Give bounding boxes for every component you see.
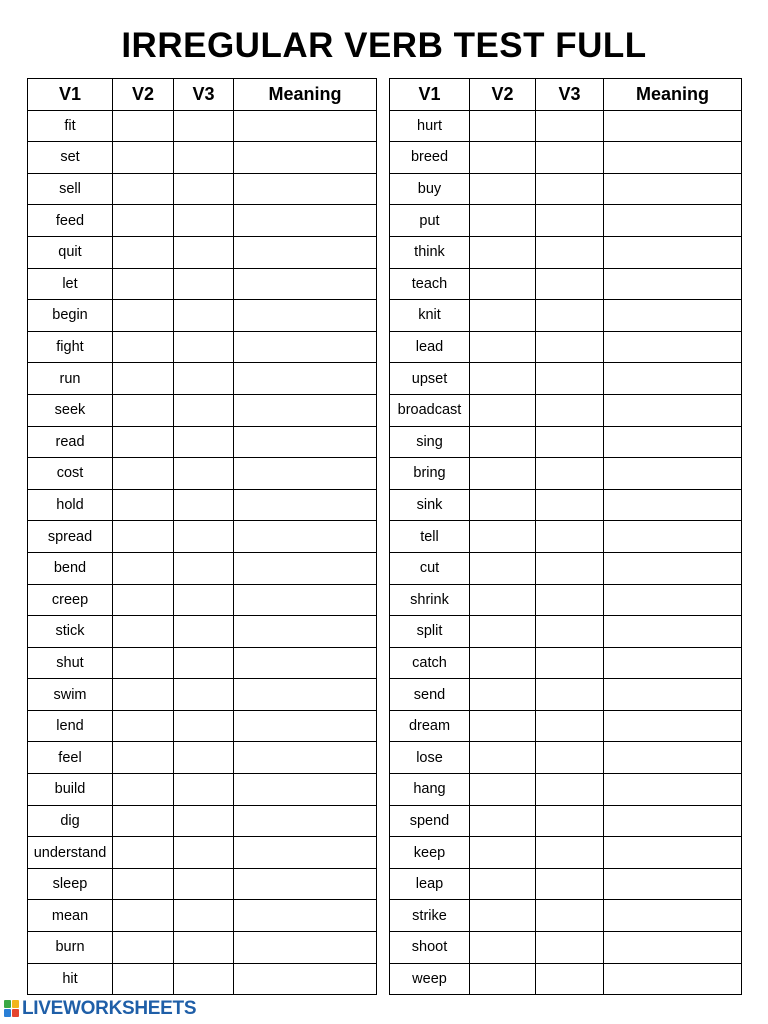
v2-answer-cell[interactable]	[470, 710, 536, 742]
table-row	[28, 774, 377, 806]
meaning-answer-cell[interactable]	[234, 679, 377, 711]
table-row	[28, 837, 377, 869]
table-row	[390, 363, 742, 395]
table-row	[28, 679, 377, 711]
meaning-answer-cell[interactable]	[604, 142, 742, 174]
v3-answer-cell[interactable]	[174, 268, 234, 300]
meaning-answer-cell[interactable]	[234, 173, 377, 205]
verb-v1-cell: spend	[390, 805, 470, 837]
table-row	[390, 426, 742, 458]
v2-answer-cell[interactable]	[113, 236, 174, 268]
meaning-answer-cell[interactable]	[234, 774, 377, 806]
meaning-answer-cell[interactable]	[234, 300, 377, 332]
v2-answer-cell[interactable]	[470, 552, 536, 584]
table-row	[390, 900, 742, 932]
verb-v1-cell: hold	[28, 489, 113, 521]
verb-v1-cell: broadcast	[390, 394, 470, 426]
table-row	[390, 616, 742, 648]
meaning-answer-cell[interactable]	[604, 616, 742, 648]
header-v2: V2	[470, 79, 536, 111]
v2-answer-cell[interactable]	[113, 331, 174, 363]
v3-answer-cell[interactable]	[174, 205, 234, 237]
verb-v1-cell: sleep	[28, 868, 113, 900]
meaning-answer-cell[interactable]	[604, 963, 742, 995]
v2-answer-cell[interactable]	[113, 552, 174, 584]
meaning-answer-cell[interactable]	[234, 742, 377, 774]
table-row	[390, 710, 742, 742]
verb-v1-cell: hurt	[390, 110, 470, 142]
table-row	[28, 110, 377, 142]
v3-answer-cell[interactable]	[536, 205, 604, 237]
v3-answer-cell[interactable]	[174, 173, 234, 205]
meaning-answer-cell[interactable]	[234, 932, 377, 964]
table-row	[390, 142, 742, 174]
v3-answer-cell[interactable]	[174, 394, 234, 426]
v3-answer-cell[interactable]	[174, 236, 234, 268]
brand-name: LIVEWORKSHEETS	[22, 998, 197, 1019]
verb-v1-cell: knit	[390, 300, 470, 332]
verb-v1-cell: keep	[390, 837, 470, 869]
v2-answer-cell[interactable]	[113, 205, 174, 237]
table-row	[390, 173, 742, 205]
table-row	[28, 173, 377, 205]
v2-answer-cell[interactable]	[470, 142, 536, 174]
meaning-answer-cell[interactable]	[234, 521, 377, 553]
v3-answer-cell[interactable]	[174, 932, 234, 964]
verb-v1-cell: lead	[390, 331, 470, 363]
header-row	[390, 79, 742, 111]
v2-answer-cell[interactable]	[113, 679, 174, 711]
table-row	[390, 963, 742, 995]
v3-answer-cell[interactable]	[536, 142, 604, 174]
v3-answer-cell[interactable]	[174, 331, 234, 363]
v3-answer-cell[interactable]	[174, 552, 234, 584]
v2-answer-cell[interactable]	[113, 173, 174, 205]
verb-v1-cell: breed	[390, 142, 470, 174]
meaning-answer-cell[interactable]	[234, 710, 377, 742]
meaning-answer-cell[interactable]	[234, 837, 377, 869]
verb-v1-cell: burn	[28, 932, 113, 964]
verb-v1-cell: cost	[28, 458, 113, 490]
v3-answer-cell[interactable]	[536, 742, 604, 774]
verb-v1-cell: read	[28, 426, 113, 458]
v3-answer-cell[interactable]	[174, 300, 234, 332]
verb-v1-cell: send	[390, 679, 470, 711]
table-row	[28, 805, 377, 837]
v3-answer-cell[interactable]	[536, 868, 604, 900]
meaning-answer-cell[interactable]	[604, 489, 742, 521]
v2-answer-cell[interactable]	[113, 963, 174, 995]
verb-v1-cell: creep	[28, 584, 113, 616]
v2-answer-cell[interactable]	[113, 837, 174, 869]
header-v1: V1	[28, 79, 113, 111]
table-row	[390, 489, 742, 521]
v2-answer-cell[interactable]	[470, 173, 536, 205]
verb-v1-cell: feed	[28, 205, 113, 237]
header-v2: V2	[113, 79, 174, 111]
v2-answer-cell[interactable]	[470, 742, 536, 774]
verb-v1-cell: sing	[390, 426, 470, 458]
verb-table-left	[27, 78, 377, 995]
verb-v1-cell: build	[28, 774, 113, 806]
v2-answer-cell[interactable]	[470, 963, 536, 995]
meaning-answer-cell[interactable]	[604, 552, 742, 584]
meaning-answer-cell[interactable]	[234, 236, 377, 268]
meaning-answer-cell[interactable]	[604, 205, 742, 237]
meaning-answer-cell[interactable]	[604, 173, 742, 205]
v3-answer-cell[interactable]	[174, 805, 234, 837]
verb-v1-cell: buy	[390, 173, 470, 205]
meaning-answer-cell[interactable]	[234, 363, 377, 395]
v3-answer-cell[interactable]	[536, 394, 604, 426]
v2-answer-cell[interactable]	[470, 236, 536, 268]
table-row	[28, 616, 377, 648]
v2-answer-cell[interactable]	[113, 458, 174, 490]
meaning-answer-cell[interactable]	[604, 584, 742, 616]
v3-answer-cell[interactable]	[174, 742, 234, 774]
meaning-answer-cell[interactable]	[234, 426, 377, 458]
v3-answer-cell[interactable]	[174, 679, 234, 711]
verb-v1-cell: swim	[28, 679, 113, 711]
verb-v1-cell: quit	[28, 236, 113, 268]
meaning-answer-cell[interactable]	[604, 394, 742, 426]
verb-v1-cell: hit	[28, 963, 113, 995]
header-meaning: Meaning	[604, 79, 742, 111]
verb-v1-cell: dig	[28, 805, 113, 837]
worksheet-title: IRREGULAR VERB TEST FULL	[121, 26, 647, 65]
v3-answer-cell[interactable]	[536, 110, 604, 142]
verb-v1-cell: sell	[28, 173, 113, 205]
v3-answer-cell[interactable]	[174, 521, 234, 553]
v2-answer-cell[interactable]	[113, 932, 174, 964]
verb-v1-cell: bring	[390, 458, 470, 490]
v3-answer-cell[interactable]	[536, 679, 604, 711]
meaning-answer-cell[interactable]	[604, 679, 742, 711]
v2-answer-cell[interactable]	[113, 647, 174, 679]
v2-answer-cell[interactable]	[470, 363, 536, 395]
table-row	[390, 521, 742, 553]
meaning-answer-cell[interactable]	[234, 552, 377, 584]
verb-v1-cell: seek	[28, 394, 113, 426]
v3-answer-cell[interactable]	[174, 647, 234, 679]
table-row	[390, 394, 742, 426]
v3-answer-cell[interactable]	[536, 268, 604, 300]
v2-answer-cell[interactable]	[470, 647, 536, 679]
header-v3: V3	[174, 79, 234, 111]
v2-answer-cell[interactable]	[113, 521, 174, 553]
meaning-answer-cell[interactable]	[234, 394, 377, 426]
meaning-answer-cell[interactable]	[234, 616, 377, 648]
table-row	[28, 552, 377, 584]
table-row	[390, 805, 742, 837]
verb-v1-cell: think	[390, 236, 470, 268]
table-row	[390, 584, 742, 616]
v3-answer-cell[interactable]	[536, 173, 604, 205]
verb-v1-cell: hang	[390, 774, 470, 806]
header-meaning: Meaning	[234, 79, 377, 111]
v3-answer-cell[interactable]	[536, 584, 604, 616]
meaning-answer-cell[interactable]	[604, 268, 742, 300]
v3-answer-cell[interactable]	[174, 710, 234, 742]
meaning-answer-cell[interactable]	[604, 900, 742, 932]
v3-answer-cell[interactable]	[174, 837, 234, 869]
verb-v1-cell: stick	[28, 616, 113, 648]
meaning-answer-cell[interactable]	[234, 963, 377, 995]
meaning-answer-cell[interactable]	[604, 331, 742, 363]
meaning-answer-cell[interactable]	[604, 236, 742, 268]
v3-answer-cell[interactable]	[174, 774, 234, 806]
table-row	[28, 489, 377, 521]
v3-answer-cell[interactable]	[536, 932, 604, 964]
v2-answer-cell[interactable]	[470, 584, 536, 616]
v3-answer-cell[interactable]	[174, 458, 234, 490]
liveworksheets-logo-icon	[4, 1000, 20, 1018]
v3-answer-cell[interactable]	[536, 521, 604, 553]
meaning-answer-cell[interactable]	[604, 426, 742, 458]
verb-v1-cell: lose	[390, 742, 470, 774]
v2-answer-cell[interactable]	[470, 458, 536, 490]
meaning-answer-cell[interactable]	[234, 458, 377, 490]
v2-answer-cell[interactable]	[470, 268, 536, 300]
table-row	[390, 300, 742, 332]
table-row	[28, 426, 377, 458]
v2-answer-cell[interactable]	[470, 489, 536, 521]
meaning-answer-cell[interactable]	[234, 900, 377, 932]
verb-v1-cell: spread	[28, 521, 113, 553]
verb-v1-cell: fit	[28, 110, 113, 142]
table-row	[28, 236, 377, 268]
table-row	[28, 900, 377, 932]
header-v3: V3	[536, 79, 604, 111]
header-v1: V1	[390, 79, 470, 111]
v3-answer-cell[interactable]	[536, 837, 604, 869]
v2-answer-cell[interactable]	[470, 300, 536, 332]
v2-answer-cell[interactable]	[470, 932, 536, 964]
v3-answer-cell[interactable]	[536, 805, 604, 837]
v2-answer-cell[interactable]	[470, 868, 536, 900]
v3-answer-cell[interactable]	[536, 363, 604, 395]
table-row	[28, 521, 377, 553]
table-row	[390, 837, 742, 869]
v3-answer-cell[interactable]	[174, 110, 234, 142]
meaning-answer-cell[interactable]	[604, 647, 742, 679]
v3-answer-cell[interactable]	[174, 616, 234, 648]
v2-answer-cell[interactable]	[113, 584, 174, 616]
v3-answer-cell[interactable]	[174, 426, 234, 458]
table-row	[28, 584, 377, 616]
v2-answer-cell[interactable]	[470, 521, 536, 553]
v3-answer-cell[interactable]	[174, 868, 234, 900]
v3-answer-cell[interactable]	[174, 363, 234, 395]
meaning-answer-cell[interactable]	[234, 868, 377, 900]
v3-answer-cell[interactable]	[174, 489, 234, 521]
verb-v1-cell: begin	[28, 300, 113, 332]
verb-v1-cell: split	[390, 616, 470, 648]
v3-answer-cell[interactable]	[536, 489, 604, 521]
v3-answer-cell[interactable]	[536, 900, 604, 932]
verb-v1-cell: tell	[390, 521, 470, 553]
table-row	[390, 236, 742, 268]
header-row	[28, 79, 377, 111]
verb-v1-cell: understand	[28, 837, 113, 869]
v2-answer-cell[interactable]	[470, 805, 536, 837]
verb-table-right	[389, 78, 742, 995]
table-row	[28, 932, 377, 964]
v2-answer-cell[interactable]	[470, 394, 536, 426]
meaning-answer-cell[interactable]	[234, 805, 377, 837]
table-row	[28, 710, 377, 742]
v2-answer-cell[interactable]	[113, 900, 174, 932]
v2-answer-cell[interactable]	[470, 426, 536, 458]
meaning-answer-cell[interactable]	[604, 363, 742, 395]
meaning-answer-cell[interactable]	[604, 742, 742, 774]
v2-answer-cell[interactable]	[470, 837, 536, 869]
v2-answer-cell[interactable]	[113, 805, 174, 837]
table-row	[390, 774, 742, 806]
verb-v1-cell: fight	[28, 331, 113, 363]
meaning-answer-cell[interactable]	[234, 489, 377, 521]
table-row	[390, 868, 742, 900]
v3-answer-cell[interactable]	[536, 458, 604, 490]
meaning-answer-cell[interactable]	[604, 868, 742, 900]
table-row	[390, 331, 742, 363]
v3-answer-cell[interactable]	[536, 300, 604, 332]
meaning-answer-cell[interactable]	[604, 110, 742, 142]
v2-answer-cell[interactable]	[470, 679, 536, 711]
brand-footer	[4, 998, 196, 1020]
verb-v1-cell: teach	[390, 268, 470, 300]
v2-answer-cell[interactable]	[470, 205, 536, 237]
meaning-answer-cell[interactable]	[604, 521, 742, 553]
v3-answer-cell[interactable]	[536, 647, 604, 679]
verb-v1-cell: run	[28, 363, 113, 395]
verb-v1-cell: set	[28, 142, 113, 174]
table-row	[28, 963, 377, 995]
meaning-answer-cell[interactable]	[234, 205, 377, 237]
v2-answer-cell[interactable]	[113, 616, 174, 648]
v2-answer-cell[interactable]	[470, 110, 536, 142]
meaning-answer-cell[interactable]	[604, 837, 742, 869]
meaning-answer-cell[interactable]	[234, 268, 377, 300]
verb-v1-cell: dream	[390, 710, 470, 742]
table-row	[28, 647, 377, 679]
verb-v1-cell: mean	[28, 900, 113, 932]
table-row	[28, 268, 377, 300]
v3-answer-cell[interactable]	[536, 616, 604, 648]
meaning-answer-cell[interactable]	[234, 142, 377, 174]
v2-answer-cell[interactable]	[113, 774, 174, 806]
v2-answer-cell[interactable]	[113, 363, 174, 395]
v3-answer-cell[interactable]	[536, 236, 604, 268]
meaning-answer-cell[interactable]	[234, 110, 377, 142]
v3-answer-cell[interactable]	[536, 710, 604, 742]
verb-v1-cell: sink	[390, 489, 470, 521]
v2-answer-cell[interactable]	[113, 710, 174, 742]
meaning-answer-cell[interactable]	[604, 710, 742, 742]
verb-v1-cell: weep	[390, 963, 470, 995]
table-row	[28, 205, 377, 237]
verb-v1-cell: upset	[390, 363, 470, 395]
v3-answer-cell[interactable]	[536, 774, 604, 806]
v2-answer-cell[interactable]	[113, 268, 174, 300]
table-row	[390, 932, 742, 964]
verb-v1-cell: strike	[390, 900, 470, 932]
v3-answer-cell[interactable]	[536, 963, 604, 995]
verb-v1-cell: shoot	[390, 932, 470, 964]
v2-answer-cell[interactable]	[113, 110, 174, 142]
table-row	[390, 647, 742, 679]
verb-v1-cell: put	[390, 205, 470, 237]
v2-answer-cell[interactable]	[113, 426, 174, 458]
v2-answer-cell[interactable]	[113, 868, 174, 900]
table-row	[390, 552, 742, 584]
table-row	[390, 205, 742, 237]
meaning-answer-cell[interactable]	[604, 774, 742, 806]
v3-answer-cell[interactable]	[174, 142, 234, 174]
v2-answer-cell[interactable]	[113, 742, 174, 774]
meaning-answer-cell[interactable]	[234, 647, 377, 679]
verb-v1-cell: cut	[390, 552, 470, 584]
table-row	[28, 742, 377, 774]
table-row	[28, 458, 377, 490]
meaning-answer-cell[interactable]	[234, 584, 377, 616]
verb-v1-cell: shut	[28, 647, 113, 679]
v3-answer-cell[interactable]	[174, 584, 234, 616]
v2-answer-cell[interactable]	[470, 331, 536, 363]
verb-v1-cell: let	[28, 268, 113, 300]
v2-answer-cell[interactable]	[113, 394, 174, 426]
verb-v1-cell: shrink	[390, 584, 470, 616]
v2-answer-cell[interactable]	[470, 774, 536, 806]
table-row	[28, 394, 377, 426]
meaning-answer-cell[interactable]	[234, 331, 377, 363]
verb-v1-cell: leap	[390, 868, 470, 900]
table-row	[390, 458, 742, 490]
verb-v1-cell: lend	[28, 710, 113, 742]
v2-answer-cell[interactable]	[113, 142, 174, 174]
v3-answer-cell[interactable]	[536, 552, 604, 584]
table-row	[390, 742, 742, 774]
v2-answer-cell[interactable]	[113, 300, 174, 332]
table-row	[28, 142, 377, 174]
table-row	[390, 679, 742, 711]
v2-answer-cell[interactable]	[113, 489, 174, 521]
v3-answer-cell[interactable]	[536, 331, 604, 363]
v3-answer-cell[interactable]	[174, 963, 234, 995]
meaning-answer-cell[interactable]	[604, 300, 742, 332]
meaning-answer-cell[interactable]	[604, 805, 742, 837]
v3-answer-cell[interactable]	[174, 900, 234, 932]
verb-v1-cell: bend	[28, 552, 113, 584]
meaning-answer-cell[interactable]	[604, 458, 742, 490]
table-row	[28, 363, 377, 395]
verb-v1-cell: catch	[390, 647, 470, 679]
meaning-answer-cell[interactable]	[604, 932, 742, 964]
table-row	[28, 868, 377, 900]
v2-answer-cell[interactable]	[470, 900, 536, 932]
table-row	[390, 110, 742, 142]
v2-answer-cell[interactable]	[470, 616, 536, 648]
table-row	[28, 300, 377, 332]
table-row	[28, 331, 377, 363]
table-row	[390, 268, 742, 300]
v3-answer-cell[interactable]	[536, 426, 604, 458]
verb-v1-cell: feel	[28, 742, 113, 774]
